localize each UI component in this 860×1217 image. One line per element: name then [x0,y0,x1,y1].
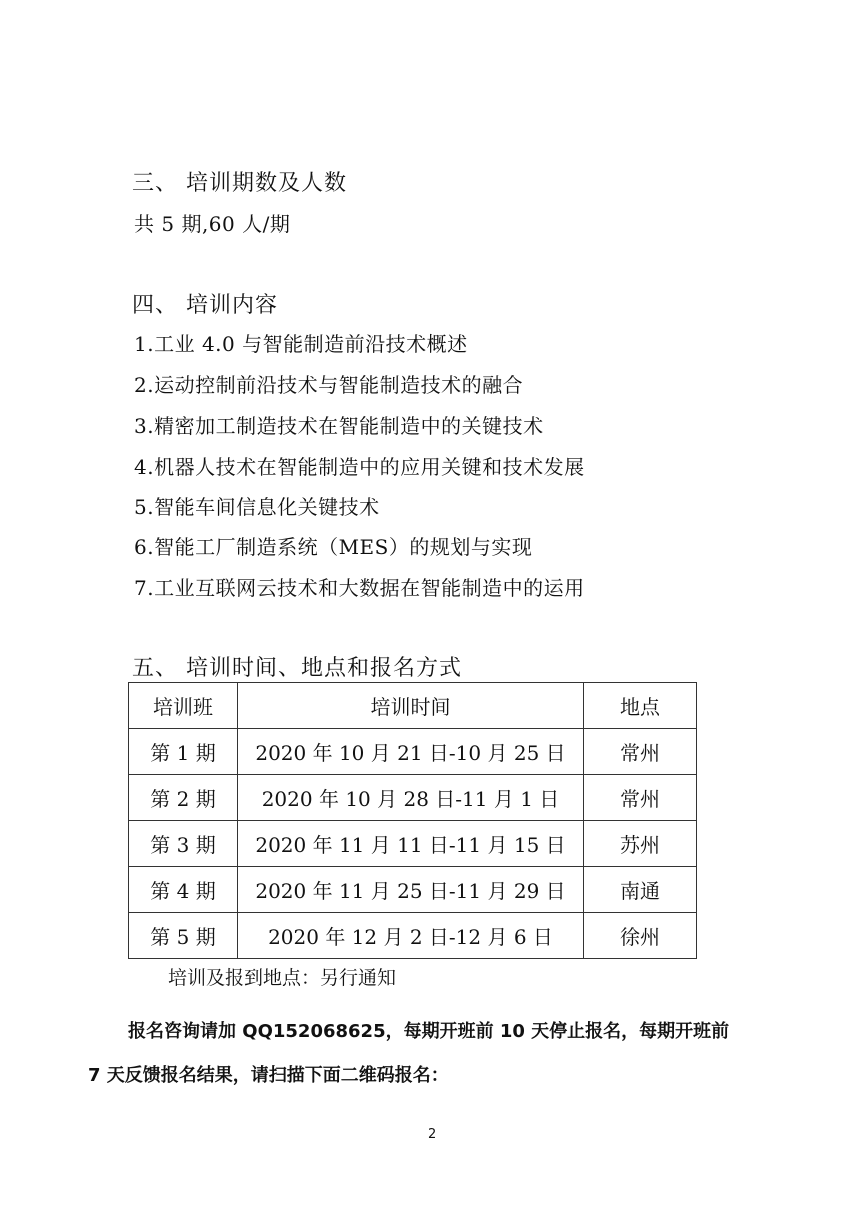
section-5-heading: 五、 培训时间、地点和报名方式 [132,656,462,681]
page-number: 2 [428,1127,437,1142]
cell-location: 苏州 [584,821,697,867]
table-row [129,821,697,867]
section-4-heading: 四、 培训内容 [132,293,278,318]
cell-class: 第 1 期 [129,729,238,775]
header-location: 地点 [584,683,697,729]
schedule-table [128,682,697,959]
section-3-text: 共 5 期,60 人/期 [134,212,291,236]
content-item-4: 4.机器人技术在智能制造中的应用关键和技术发展 [134,455,585,479]
content-item-3: 3.精密加工制造技术在智能制造中的关键技术 [134,414,544,438]
header-time: 培训时间 [238,683,584,729]
table-header-row [129,683,697,729]
cell-location: 南通 [584,867,697,913]
content-item-1: 1.工业 4.0 与智能制造前沿技术概述 [134,332,468,356]
cell-class: 第 3 期 [129,821,238,867]
cell-time: 2020 年 10 月 28 日-11 月 1 日 [238,775,584,821]
venue-note: 培训及报到地点：另行通知 [168,967,397,989]
table-row [129,775,697,821]
table-row [129,867,697,913]
content-item-6: 6.智能工厂制造系统（MES）的规划与实现 [134,535,533,559]
cell-location: 徐州 [584,913,697,959]
cell-class: 第 5 期 [129,913,238,959]
cell-location: 常州 [584,729,697,775]
cell-class: 第 4 期 [129,867,238,913]
section-3-heading: 三、 培训期数及人数 [132,171,347,196]
content-item-2: 2.运动控制前沿技术与智能制造技术的融合 [134,373,524,397]
cell-class: 第 2 期 [129,775,238,821]
content-item-5: 5.智能车间信息化关键技术 [134,495,380,519]
registration-line-2: 7 天反馈报名结果，请扫描下面二维码报名： [88,1065,449,1086]
cell-time: 2020 年 12 月 2 日-12 月 6 日 [238,913,584,959]
content-item-7: 7.工业互联网云技术和大数据在智能制造中的运用 [134,576,585,600]
header-class: 培训班 [129,683,238,729]
table-row [129,913,697,959]
cell-location: 常州 [584,775,697,821]
cell-time: 2020 年 11 月 25 日-11 月 29 日 [238,867,584,913]
registration-line-1: 报名咨询请加 QQ152068625，每期开班前 10 天停止报名，每期开班前 [128,1021,730,1042]
cell-time: 2020 年 11 月 11 日-11 月 15 日 [238,821,584,867]
cell-time: 2020 年 10 月 21 日-10 月 25 日 [238,729,584,775]
table-row [129,729,697,775]
